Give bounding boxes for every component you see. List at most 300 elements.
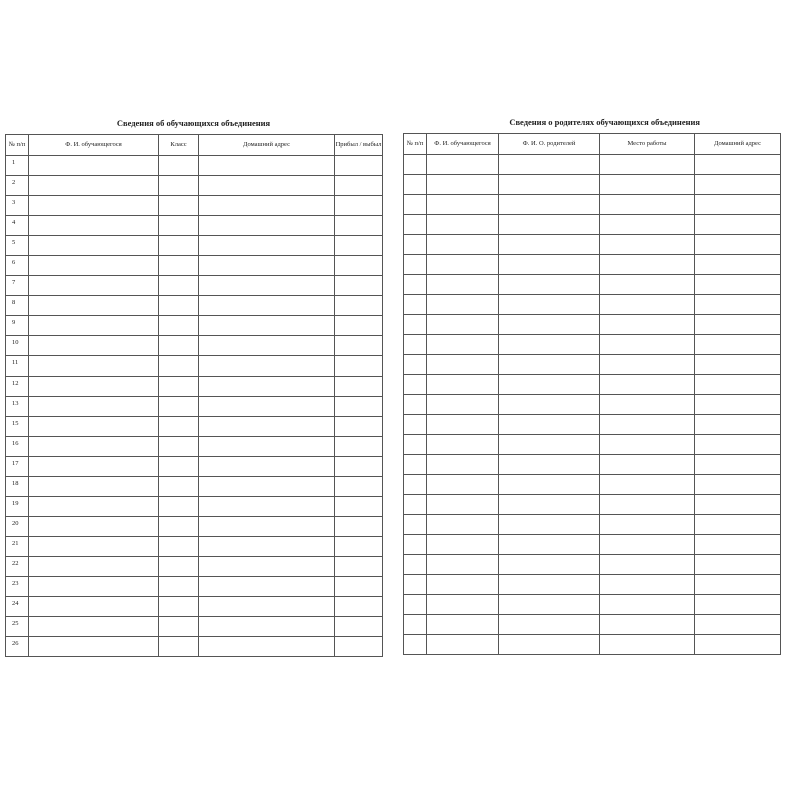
row-number (404, 375, 427, 395)
parents-name-cell[interactable] (499, 515, 600, 535)
header-arrived-left: Прибыл / выбыл (335, 135, 383, 156)
arrived-left-cell[interactable] (335, 617, 383, 637)
home-address-cell[interactable] (695, 635, 781, 655)
row-number: 26 (6, 637, 29, 657)
home-address-cell[interactable] (199, 436, 335, 456)
workplace-cell[interactable] (600, 155, 695, 175)
table-row (404, 375, 781, 395)
workplace-cell[interactable] (600, 315, 695, 335)
row-number (404, 275, 427, 295)
home-address-cell[interactable] (695, 595, 781, 615)
table-row (404, 295, 781, 315)
arrived-left-cell[interactable] (335, 356, 383, 376)
arrived-left-cell[interactable] (335, 516, 383, 536)
student-name-cell[interactable] (427, 315, 499, 335)
parents-name-cell[interactable] (499, 435, 600, 455)
parents-sheet-title: Сведения о родителях обучающихся объединения (509, 117, 700, 127)
student-name-cell[interactable] (427, 375, 499, 395)
home-address-cell[interactable] (695, 195, 781, 215)
table-row (404, 355, 781, 375)
table-row (6, 396, 383, 416)
row-number: 22 (6, 556, 29, 576)
table-row (6, 416, 383, 436)
table-row (6, 156, 383, 176)
table-row (6, 176, 383, 196)
student-name-cell[interactable] (427, 295, 499, 315)
arrived-left-cell[interactable] (335, 416, 383, 436)
arrived-left-cell[interactable] (335, 296, 383, 316)
home-address-cell[interactable] (199, 516, 335, 536)
row-number: 2 (6, 176, 29, 196)
row-number: 23 (6, 576, 29, 596)
parents-name-cell[interactable] (499, 175, 600, 195)
row-number: 16 (6, 436, 29, 456)
table-row (404, 475, 781, 495)
student-name-cell[interactable] (427, 635, 499, 655)
row-number: 9 (6, 316, 29, 336)
student-name-cell[interactable] (29, 576, 159, 596)
row-number (404, 395, 427, 415)
home-address-cell[interactable] (695, 575, 781, 595)
student-name-cell[interactable] (29, 336, 159, 356)
row-number: 24 (6, 597, 29, 617)
class-cell[interactable] (159, 336, 199, 356)
arrived-left-cell[interactable] (335, 176, 383, 196)
class-cell[interactable] (159, 196, 199, 216)
home-address-cell[interactable] (199, 256, 335, 276)
home-address-cell[interactable] (695, 535, 781, 555)
parents-name-cell[interactable] (499, 575, 600, 595)
class-cell[interactable] (159, 156, 199, 176)
table-row (404, 455, 781, 475)
parents-name-cell[interactable] (499, 595, 600, 615)
row-number (404, 535, 427, 555)
student-name-cell[interactable] (427, 535, 499, 555)
table-row (404, 315, 781, 335)
class-cell[interactable] (159, 216, 199, 236)
row-number: 13 (6, 396, 29, 416)
row-number (404, 215, 427, 235)
parents-name-cell[interactable] (499, 455, 600, 475)
home-address-cell[interactable] (199, 216, 335, 236)
table-row (404, 275, 781, 295)
table-row (404, 535, 781, 555)
header-student-name: Ф. И. обучающегося (427, 134, 499, 155)
header-home-address: Домашний адрес (199, 135, 335, 156)
workplace-cell[interactable] (600, 515, 695, 535)
class-cell[interactable] (159, 396, 199, 416)
student-name-cell[interactable] (427, 475, 499, 495)
home-address-cell[interactable] (695, 375, 781, 395)
student-name-cell[interactable] (427, 435, 499, 455)
home-address-cell[interactable] (199, 376, 335, 396)
class-cell[interactable] (159, 476, 199, 496)
row-number (404, 195, 427, 215)
parents-name-cell[interactable] (499, 335, 600, 355)
home-address-cell[interactable] (695, 435, 781, 455)
student-name-cell[interactable] (29, 536, 159, 556)
row-number (404, 615, 427, 635)
row-number (404, 555, 427, 575)
student-name-cell[interactable] (427, 155, 499, 175)
home-address-cell[interactable] (199, 476, 335, 496)
workplace-cell[interactable] (600, 395, 695, 415)
class-cell[interactable] (159, 556, 199, 576)
parents-sheet (403, 112, 780, 655)
class-cell[interactable] (159, 617, 199, 637)
student-name-cell[interactable] (29, 556, 159, 576)
arrived-left-cell[interactable] (335, 156, 383, 176)
student-name-cell[interactable] (29, 376, 159, 396)
parents-name-cell[interactable] (499, 275, 600, 295)
home-address-cell[interactable] (695, 315, 781, 335)
class-cell[interactable] (159, 376, 199, 396)
table-row (6, 597, 383, 617)
home-address-cell[interactable] (695, 515, 781, 535)
table-row (404, 215, 781, 235)
student-name-cell[interactable] (29, 637, 159, 657)
parents-name-cell[interactable] (499, 395, 600, 415)
home-address-cell[interactable] (695, 415, 781, 435)
row-number: 11 (6, 356, 29, 376)
arrived-left-cell[interactable] (335, 256, 383, 276)
parents-table-header-row (404, 134, 781, 155)
table-row (404, 255, 781, 275)
workplace-cell[interactable] (600, 455, 695, 475)
table-row (6, 456, 383, 476)
workplace-cell[interactable] (600, 635, 695, 655)
row-number: 8 (6, 296, 29, 316)
row-number (404, 355, 427, 375)
workplace-cell[interactable] (600, 415, 695, 435)
class-cell[interactable] (159, 416, 199, 436)
table-row (404, 615, 781, 635)
table-row (404, 235, 781, 255)
students-table (5, 134, 383, 657)
home-address-cell[interactable] (199, 416, 335, 436)
row-number: 3 (6, 196, 29, 216)
table-row (404, 415, 781, 435)
student-name-cell[interactable] (427, 195, 499, 215)
header-class: Класс (159, 135, 199, 156)
parents-name-cell[interactable] (499, 255, 600, 275)
home-address-cell[interactable] (695, 295, 781, 315)
workplace-cell[interactable] (600, 175, 695, 195)
parents-name-cell[interactable] (499, 355, 600, 375)
table-row (6, 637, 383, 657)
workplace-cell[interactable] (600, 295, 695, 315)
header-home-address: Домашний адрес (695, 134, 781, 155)
home-address-cell[interactable] (695, 455, 781, 475)
table-row (6, 436, 383, 456)
table-row (6, 536, 383, 556)
student-name-cell[interactable] (29, 476, 159, 496)
parents-name-cell[interactable] (499, 495, 600, 515)
arrived-left-cell[interactable] (335, 236, 383, 256)
home-address-cell[interactable] (199, 176, 335, 196)
home-address-cell[interactable] (695, 475, 781, 495)
row-number (404, 155, 427, 175)
home-address-cell[interactable] (199, 496, 335, 516)
student-name-cell[interactable] (427, 275, 499, 295)
students-table-header-row (6, 135, 383, 156)
header-student-name: Ф. И. обучающегося (29, 135, 159, 156)
home-address-cell[interactable] (695, 395, 781, 415)
parents-name-cell[interactable] (499, 635, 600, 655)
student-name-cell[interactable] (29, 296, 159, 316)
parents-name-cell[interactable] (499, 155, 600, 175)
arrived-left-cell[interactable] (335, 597, 383, 617)
row-number: 19 (6, 496, 29, 516)
class-cell[interactable] (159, 436, 199, 456)
class-cell[interactable] (159, 637, 199, 657)
arrived-left-cell[interactable] (335, 316, 383, 336)
table-row (404, 335, 781, 355)
table-row (6, 316, 383, 336)
workplace-cell[interactable] (600, 475, 695, 495)
header-parents-name: Ф. И. О. родителей (499, 134, 600, 155)
home-address-cell[interactable] (199, 617, 335, 637)
workplace-cell[interactable] (600, 215, 695, 235)
header-number: № п/п (6, 135, 29, 156)
students-sheet-title: Сведения об обучающихся объединения (116, 118, 271, 128)
workplace-cell[interactable] (600, 495, 695, 515)
arrived-left-cell[interactable] (335, 556, 383, 576)
workplace-cell[interactable] (600, 335, 695, 355)
arrived-left-cell[interactable] (335, 216, 383, 236)
student-name-cell[interactable] (427, 455, 499, 475)
row-number: 7 (6, 276, 29, 296)
parents-name-cell[interactable] (499, 235, 600, 255)
arrived-left-cell[interactable] (335, 496, 383, 516)
parents-name-cell[interactable] (499, 415, 600, 435)
table-row (6, 376, 383, 396)
arrived-left-cell[interactable] (335, 336, 383, 356)
row-number: 1 (6, 156, 29, 176)
workplace-cell[interactable] (600, 355, 695, 375)
class-cell[interactable] (159, 296, 199, 316)
class-cell[interactable] (159, 256, 199, 276)
row-number: 15 (6, 416, 29, 436)
row-number: 21 (6, 536, 29, 556)
student-name-cell[interactable] (29, 436, 159, 456)
home-address-cell[interactable] (695, 555, 781, 575)
student-name-cell[interactable] (29, 176, 159, 196)
table-row (6, 356, 383, 376)
table-row (6, 516, 383, 536)
class-cell[interactable] (159, 316, 199, 336)
workplace-cell[interactable] (600, 275, 695, 295)
student-name-cell[interactable] (29, 236, 159, 256)
parents-name-cell[interactable] (499, 195, 600, 215)
table-row (404, 435, 781, 455)
row-number: 20 (6, 516, 29, 536)
arrived-left-cell[interactable] (335, 476, 383, 496)
class-cell[interactable] (159, 456, 199, 476)
home-address-cell[interactable] (695, 615, 781, 635)
workplace-cell[interactable] (600, 195, 695, 215)
home-address-cell[interactable] (199, 156, 335, 176)
home-address-cell[interactable] (695, 155, 781, 175)
workplace-cell[interactable] (600, 235, 695, 255)
student-name-cell[interactable] (427, 395, 499, 415)
student-name-cell[interactable] (29, 617, 159, 637)
class-cell[interactable] (159, 236, 199, 256)
table-row (404, 495, 781, 515)
student-name-cell[interactable] (29, 416, 159, 436)
parents-name-cell[interactable] (499, 555, 600, 575)
student-name-cell[interactable] (427, 555, 499, 575)
home-address-cell[interactable] (695, 175, 781, 195)
student-name-cell[interactable] (29, 256, 159, 276)
home-address-cell[interactable] (695, 255, 781, 275)
table-row (6, 216, 383, 236)
parents-name-cell[interactable] (499, 295, 600, 315)
workplace-cell[interactable] (600, 535, 695, 555)
student-name-cell[interactable] (427, 355, 499, 375)
table-row (6, 336, 383, 356)
row-number (404, 295, 427, 315)
student-name-cell[interactable] (427, 335, 499, 355)
row-number (404, 415, 427, 435)
class-cell[interactable] (159, 356, 199, 376)
table-row (6, 236, 383, 256)
class-cell[interactable] (159, 576, 199, 596)
student-name-cell[interactable] (29, 456, 159, 476)
parents-name-cell[interactable] (499, 535, 600, 555)
parents-name-cell[interactable] (499, 375, 600, 395)
workplace-cell[interactable] (600, 595, 695, 615)
workplace-cell[interactable] (600, 615, 695, 635)
arrived-left-cell[interactable] (335, 456, 383, 476)
student-name-cell[interactable] (29, 316, 159, 336)
workplace-cell[interactable] (600, 255, 695, 275)
student-name-cell[interactable] (29, 216, 159, 236)
row-number: 4 (6, 216, 29, 236)
home-address-cell[interactable] (199, 576, 335, 596)
home-address-cell[interactable] (199, 356, 335, 376)
arrived-left-cell[interactable] (335, 436, 383, 456)
student-name-cell[interactable] (29, 516, 159, 536)
home-address-cell[interactable] (199, 456, 335, 476)
student-name-cell[interactable] (427, 595, 499, 615)
student-name-cell[interactable] (29, 356, 159, 376)
student-name-cell[interactable] (29, 156, 159, 176)
students-sheet (5, 112, 382, 657)
row-number (404, 595, 427, 615)
student-name-cell[interactable] (29, 597, 159, 617)
row-number (404, 635, 427, 655)
home-address-cell[interactable] (199, 396, 335, 416)
home-address-cell[interactable] (199, 196, 335, 216)
table-row (6, 256, 383, 276)
table-row (6, 556, 383, 576)
parents-name-cell[interactable] (499, 315, 600, 335)
student-name-cell[interactable] (427, 615, 499, 635)
class-cell[interactable] (159, 276, 199, 296)
row-number (404, 235, 427, 255)
home-address-cell[interactable] (199, 236, 335, 256)
home-address-cell[interactable] (199, 556, 335, 576)
student-name-cell[interactable] (29, 276, 159, 296)
arrived-left-cell[interactable] (335, 637, 383, 657)
arrived-left-cell[interactable] (335, 536, 383, 556)
table-row (6, 196, 383, 216)
home-address-cell[interactable] (199, 597, 335, 617)
arrived-left-cell[interactable] (335, 396, 383, 416)
student-name-cell[interactable] (427, 575, 499, 595)
arrived-left-cell[interactable] (335, 196, 383, 216)
student-name-cell[interactable] (427, 515, 499, 535)
table-row (404, 555, 781, 575)
arrived-left-cell[interactable] (335, 276, 383, 296)
home-address-cell[interactable] (695, 355, 781, 375)
table-row (6, 617, 383, 637)
row-number: 6 (6, 256, 29, 276)
parents-name-cell[interactable] (499, 215, 600, 235)
student-name-cell[interactable] (427, 215, 499, 235)
workplace-cell[interactable] (600, 375, 695, 395)
class-cell[interactable] (159, 176, 199, 196)
workplace-cell[interactable] (600, 435, 695, 455)
home-address-cell[interactable] (199, 637, 335, 657)
home-address-cell[interactable] (695, 215, 781, 235)
arrived-left-cell[interactable] (335, 576, 383, 596)
student-name-cell[interactable] (29, 396, 159, 416)
workplace-cell[interactable] (600, 555, 695, 575)
home-address-cell[interactable] (199, 336, 335, 356)
table-row (6, 296, 383, 316)
student-name-cell[interactable] (29, 196, 159, 216)
row-number: 18 (6, 476, 29, 496)
class-cell[interactable] (159, 496, 199, 516)
row-number (404, 515, 427, 535)
student-name-cell[interactable] (29, 496, 159, 516)
class-cell[interactable] (159, 536, 199, 556)
home-address-cell[interactable] (199, 276, 335, 296)
home-address-cell[interactable] (695, 495, 781, 515)
home-address-cell[interactable] (695, 275, 781, 295)
home-address-cell[interactable] (695, 335, 781, 355)
workplace-cell[interactable] (600, 575, 695, 595)
parents-name-cell[interactable] (499, 475, 600, 495)
class-cell[interactable] (159, 516, 199, 536)
home-address-cell[interactable] (199, 316, 335, 336)
row-number: 25 (6, 617, 29, 637)
student-name-cell[interactable] (427, 175, 499, 195)
header-number: № п/п (404, 134, 427, 155)
row-number: 12 (6, 376, 29, 396)
table-row (404, 175, 781, 195)
row-number (404, 455, 427, 475)
home-address-cell[interactable] (199, 536, 335, 556)
class-cell[interactable] (159, 597, 199, 617)
table-row (6, 576, 383, 596)
home-address-cell[interactable] (695, 235, 781, 255)
student-name-cell[interactable] (427, 255, 499, 275)
arrived-left-cell[interactable] (335, 376, 383, 396)
row-number (404, 475, 427, 495)
parents-table (403, 133, 781, 655)
table-row (404, 635, 781, 655)
table-row (6, 496, 383, 516)
student-name-cell[interactable] (427, 495, 499, 515)
home-address-cell[interactable] (199, 296, 335, 316)
row-number (404, 175, 427, 195)
student-name-cell[interactable] (427, 415, 499, 435)
parents-name-cell[interactable] (499, 615, 600, 635)
student-name-cell[interactable] (427, 235, 499, 255)
